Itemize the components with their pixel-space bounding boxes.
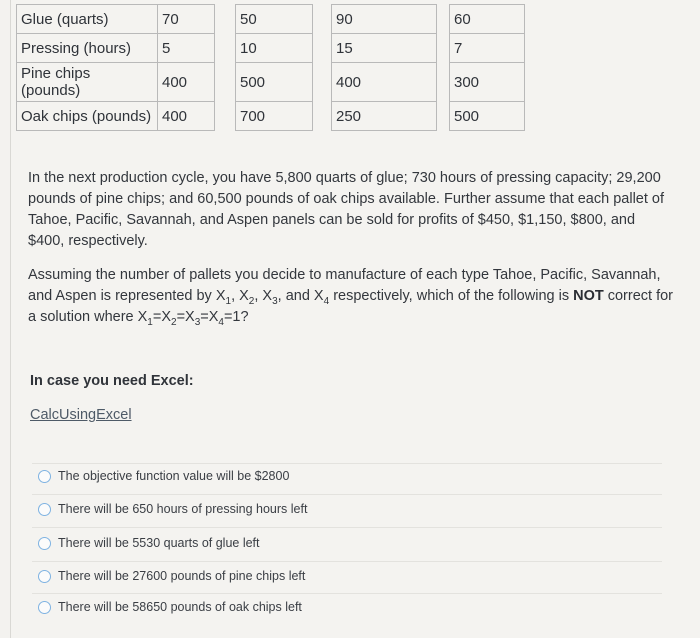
table-cell: 300 — [450, 63, 525, 102]
question-text: Assuming the number of pallets you decide to manufacture of each type Tahoe, Pacific, Savannah, and Aspen is represented by $X_1$, $X_2$, $X_3$, and $X_4$ respectively, which of the following is NOT correct for a solution where $X_1=X_2=X_3=X_4=1$? — [28, 267, 674, 328]
table-cell: 90 — [332, 5, 437, 34]
divider — [32, 527, 662, 528]
table-row — [17, 63, 525, 102]
row-label: Glue (quarts) — [17, 5, 158, 34]
table-cell: 60 — [450, 5, 525, 34]
answer-option[interactable] — [38, 469, 289, 483]
problem-statement: In the next production cycle, you have 5,800 quarts of glue; 730 hours of pressing capacity; 29,200 pounds of pine chips; and 60,500 pounds of oak chips available. Further assume that each pallet of Tahoe, Pacific, Savannah, and Aspen panels can be sold for profits of $450, $1,150, $800, and $400, respectively. — [28, 170, 665, 249]
table-row — [17, 5, 525, 34]
radio-button[interactable] — [38, 537, 51, 550]
table-cell: 400 — [158, 102, 215, 131]
option-label: There will be 5530 quarts of glue left — [58, 536, 260, 550]
answer-option[interactable] — [38, 569, 305, 583]
option-label: There will be 27600 pounds of pine chips left — [58, 569, 306, 583]
table-cell: 250 — [332, 102, 437, 131]
table-cell: 400 — [332, 63, 437, 102]
table-cell: 400 — [158, 63, 215, 102]
calc-using-excel-link[interactable]: CalcUsingExcel — [30, 407, 132, 423]
answer-option[interactable] — [38, 502, 307, 516]
table-cell: 500 — [450, 102, 525, 131]
row-label: Pine chips (pounds) — [17, 63, 158, 102]
table-cell: 7 — [450, 34, 525, 63]
option-label: The objective function value will be $2800 — [58, 469, 290, 483]
table-row — [17, 102, 525, 131]
table-cell: 700 — [236, 102, 313, 131]
answer-option[interactable] — [38, 600, 302, 614]
divider — [32, 593, 662, 594]
divider — [32, 561, 662, 562]
table-cell: 70 — [158, 5, 215, 34]
table-cell: 15 — [332, 34, 437, 63]
resource-table — [16, 4, 525, 131]
radio-button[interactable] — [38, 601, 51, 614]
option-label: There will be 650 hours of pressing hours left — [58, 502, 308, 516]
divider — [32, 463, 662, 464]
radio-button[interactable] — [38, 470, 51, 483]
table-cell: 50 — [236, 5, 313, 34]
table-cell: 500 — [236, 63, 313, 102]
row-label: Oak chips (pounds) — [17, 102, 158, 131]
divider — [32, 494, 662, 495]
answer-option[interactable] — [38, 536, 260, 550]
table-cell: 10 — [236, 34, 313, 63]
radio-button[interactable] — [38, 503, 51, 516]
row-label: Pressing (hours) — [17, 34, 158, 63]
table-cell: 5 — [158, 34, 215, 63]
option-label: There will be 58650 pounds of oak chips left — [58, 600, 302, 614]
excel-heading: In case you need Excel: — [30, 373, 194, 389]
radio-button[interactable] — [38, 570, 51, 583]
table-row — [17, 34, 525, 63]
